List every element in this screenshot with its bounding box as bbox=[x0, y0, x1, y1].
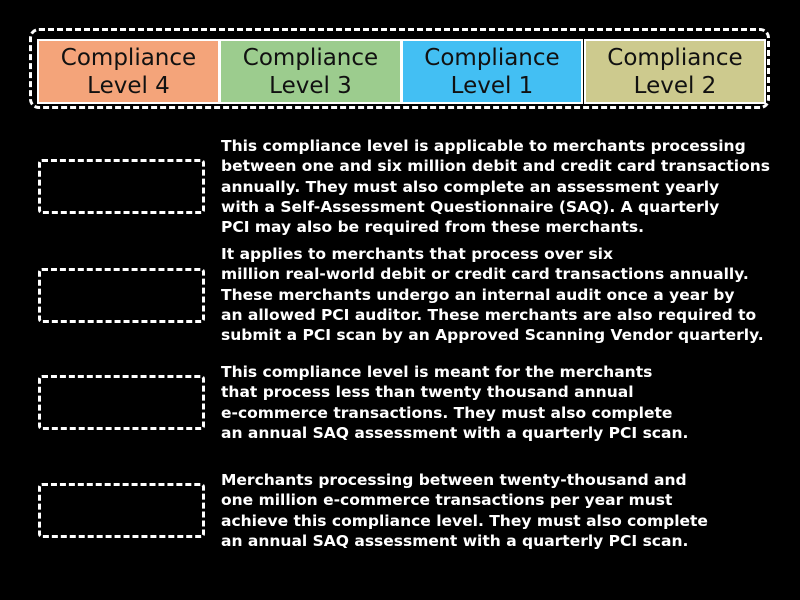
description-line: one million e-commerce transactions per year must bbox=[221, 491, 673, 510]
description-line: an allowed PCI auditor. These merchants are also required to bbox=[221, 305, 757, 324]
description-line: It applies to merchants that process over six bbox=[221, 245, 613, 263]
description-line: submit a PCI scan by an Approved Scanning Vendor quarterly. bbox=[221, 326, 764, 345]
description-line: between one and six million debit and credit card transactions bbox=[221, 157, 770, 176]
tile-compliance-level-3[interactable] bbox=[219, 39, 402, 104]
description-line: e-commerce transactions. They must also complete bbox=[221, 403, 673, 422]
description-line: PCI may also be required from these merchants. bbox=[221, 218, 645, 237]
drop-target-1[interactable] bbox=[38, 159, 205, 214]
description-line: This compliance level is applicable to merchants processing bbox=[221, 137, 746, 155]
description-line: an annual SAQ assessment with a quarterly PCI scan. bbox=[221, 531, 689, 550]
tile-label-line: Level 1 bbox=[450, 72, 534, 99]
description-line: These merchants undergo an internal audit once a year by bbox=[221, 285, 735, 304]
description-line: million real-world debit or credit card transactions annually. bbox=[221, 265, 749, 284]
drop-target-3[interactable] bbox=[38, 375, 205, 430]
tile-label-line: Compliance bbox=[424, 44, 560, 71]
description-line: with a Self-Assessment Questionnaire (SAQ). A quarterly bbox=[221, 197, 720, 216]
tile-compliance-level-4[interactable] bbox=[37, 39, 220, 104]
answer-tile-bank bbox=[29, 28, 770, 109]
description-line: achieve this compliance level. They must also complete bbox=[221, 511, 708, 530]
tile-label-line: Level 3 bbox=[269, 72, 352, 99]
description-1 bbox=[221, 136, 781, 237]
tile-label-line: Compliance bbox=[60, 44, 197, 71]
description-4 bbox=[221, 470, 781, 551]
tile-label-line: Compliance bbox=[242, 44, 379, 71]
description-3 bbox=[221, 362, 781, 443]
description-line: annually. They must also complete an assessment yearly bbox=[221, 177, 720, 196]
description-line: an annual SAQ assessment with a quarterly PCI scan. bbox=[221, 423, 689, 442]
tile-label-line: Level 4 bbox=[87, 72, 170, 99]
description-line: Merchants processing between twenty-thousand and bbox=[221, 471, 687, 489]
drop-target-4[interactable] bbox=[38, 483, 205, 538]
tile-label-line: Compliance bbox=[607, 44, 743, 71]
description-2 bbox=[221, 244, 781, 345]
drop-target-2[interactable] bbox=[38, 268, 205, 323]
tile-label-line: Level 2 bbox=[633, 72, 717, 99]
description-line: This compliance level is meant for the merchants bbox=[221, 363, 653, 381]
tile-compliance-level-1[interactable] bbox=[401, 39, 583, 104]
tile-compliance-level-2[interactable] bbox=[584, 39, 766, 104]
description-line: that process less than twenty thousand annual bbox=[221, 383, 634, 402]
